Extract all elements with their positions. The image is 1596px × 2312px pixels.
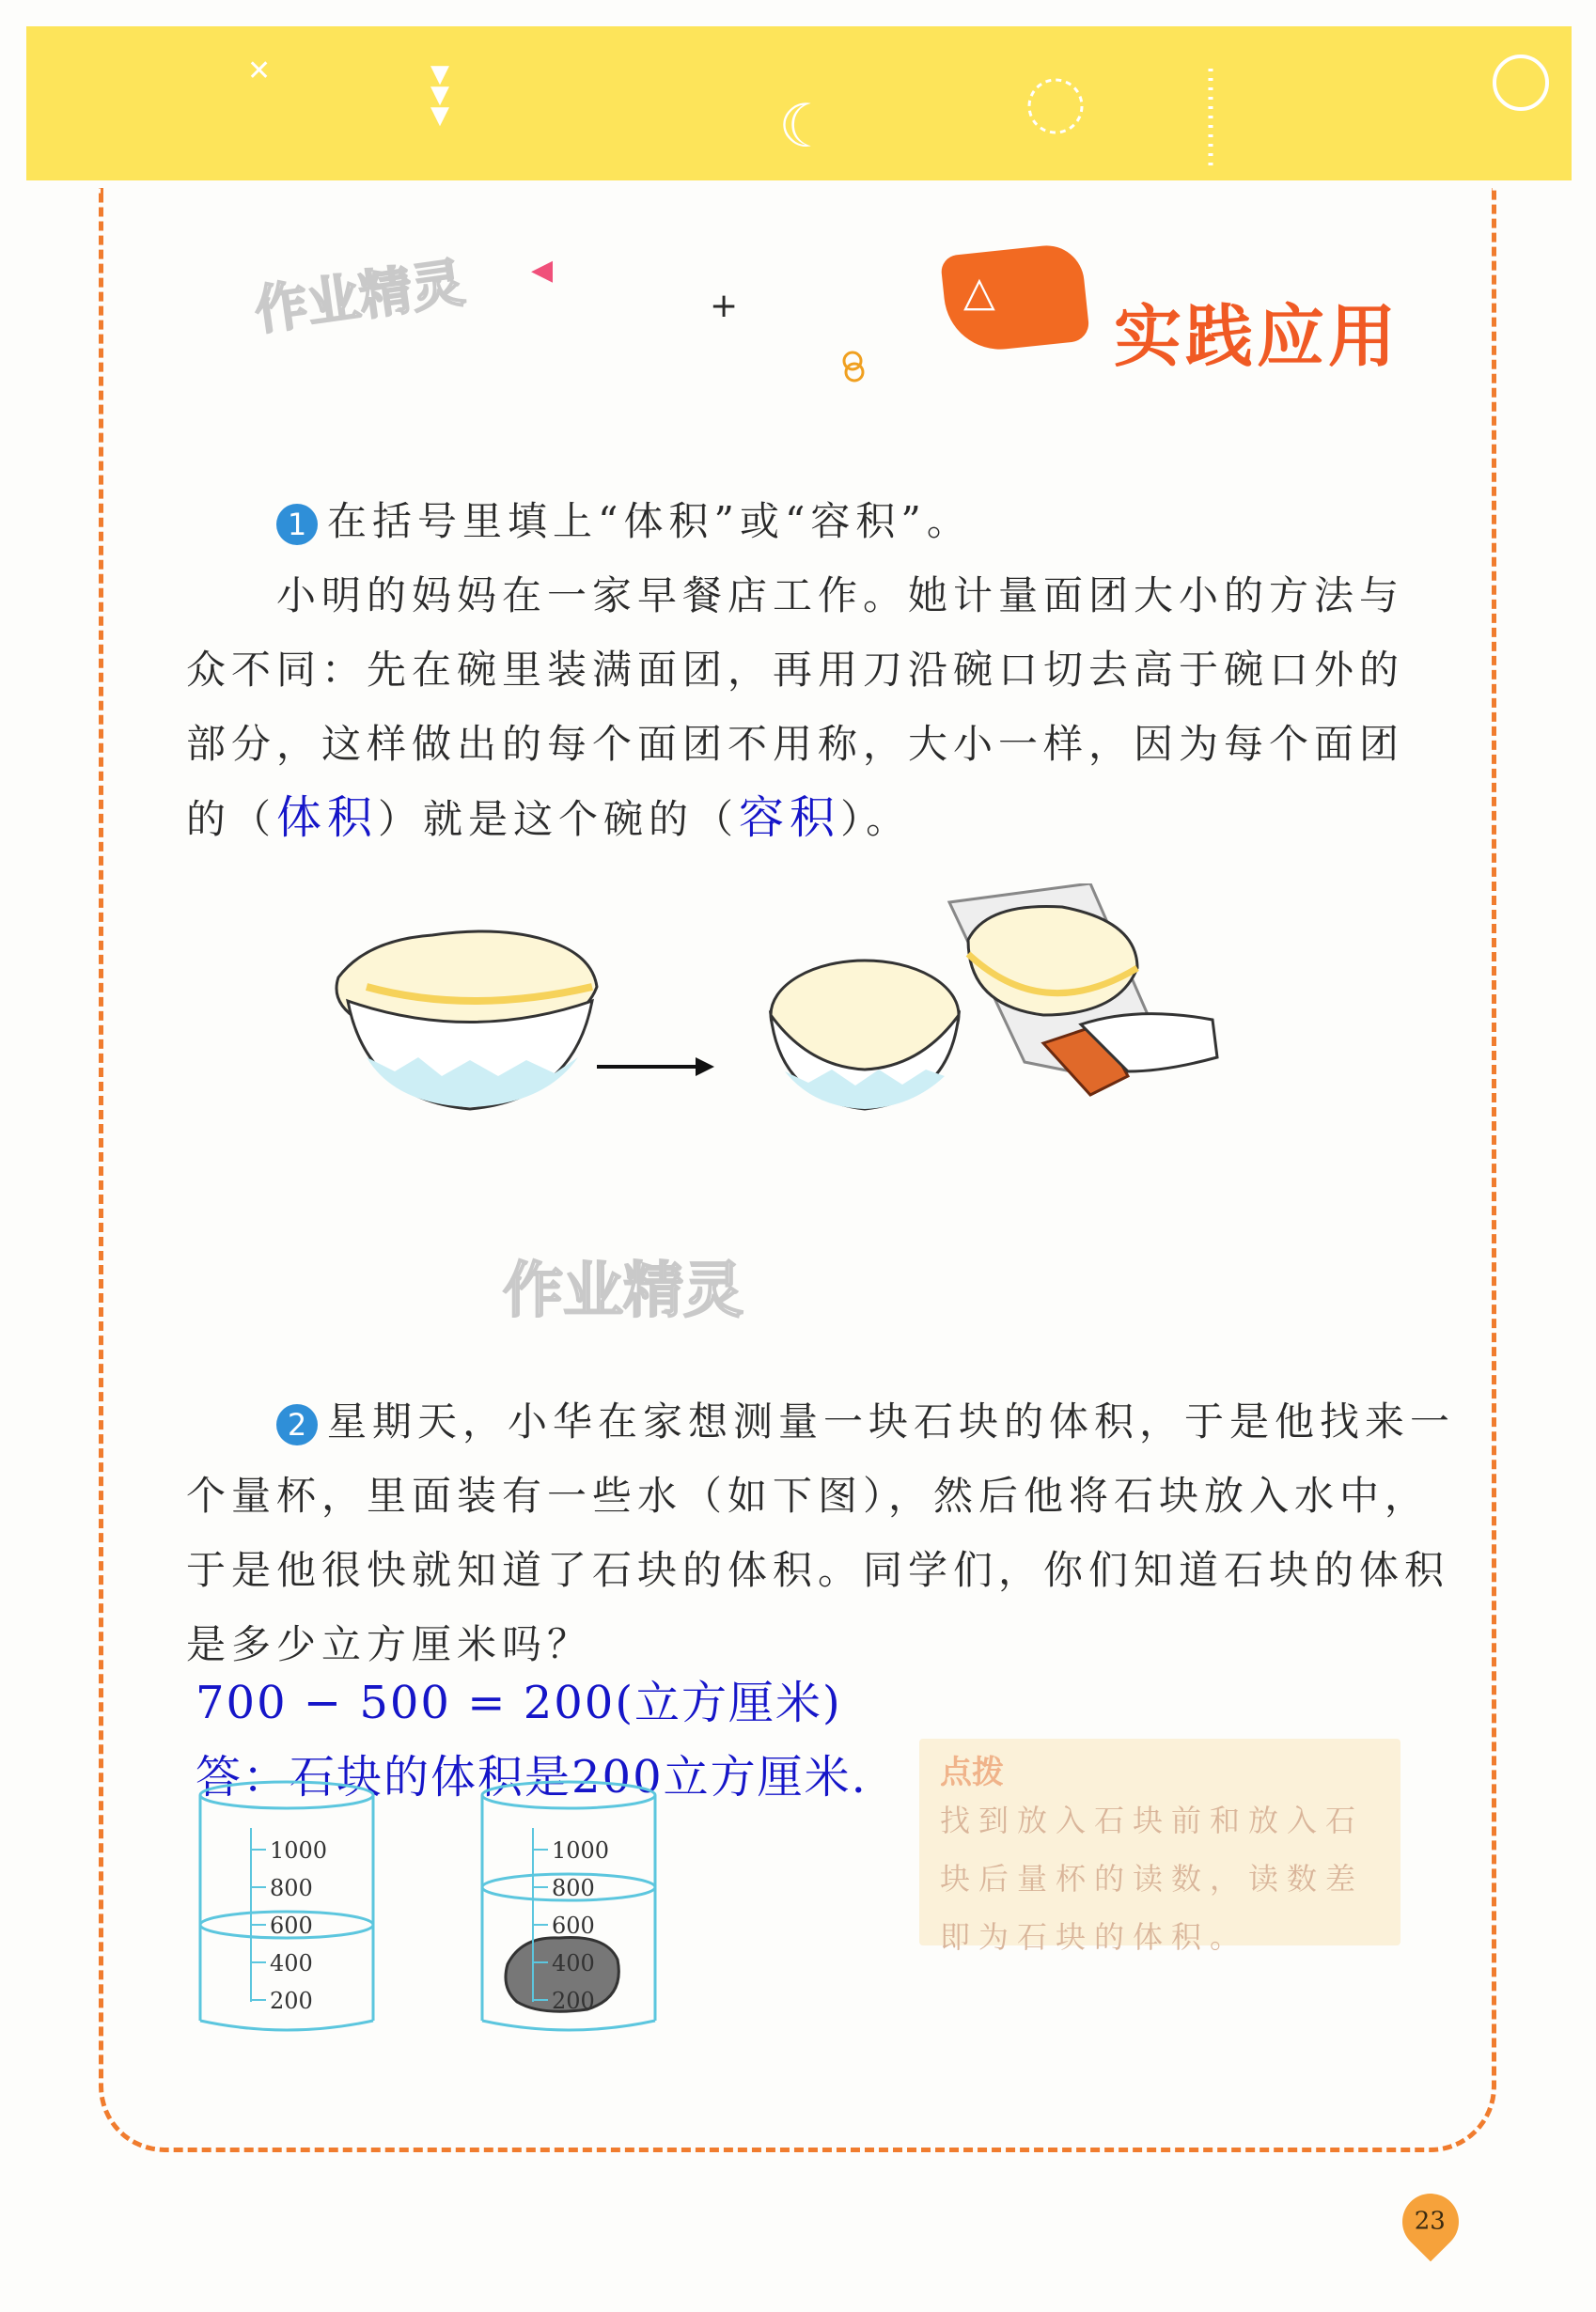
triangles-icon: ▼ ▼ ▼ [430, 60, 449, 130]
problem-2-line-1 [186, 1384, 1456, 1459]
spatula-icon [949, 883, 1217, 1095]
moon-icon: ☾ [778, 92, 833, 162]
problem-2-line-2: 个量杯，里面装有一些水（如下图），然后他将石块放入水中， [186, 1473, 1431, 1519]
problem-1-line-4-mid: ）就是这个碗的（ [378, 796, 740, 842]
top-banner [26, 26, 1572, 180]
problem-2-line-3: 于是他很快就知道了石块的体积。同学们，你们知道石块的体积 [186, 1547, 1450, 1593]
ring-icon [1488, 50, 1554, 116]
beaker-before-label: 400 [270, 1950, 313, 1976]
problem-1-line-4-start: 的（ [186, 796, 277, 842]
beaker-after-label: 1000 [552, 1837, 610, 1864]
beaker-before-scale [251, 1837, 327, 2014]
problem-2-number: 2 [276, 1404, 318, 1445]
beaker-before-label: 600 [270, 1913, 313, 1939]
problem-2 [186, 1384, 1456, 1681]
problem-1-line-3: 部分，这样做出的每个面团不用称，大小一样，因为每个面团 [186, 721, 1405, 767]
tip-title: 点拨 [940, 1754, 1004, 1791]
beaker-after-label: 400 [552, 1950, 595, 1976]
beaker-before-label: 800 [270, 1875, 313, 1901]
beaker-before-label: 1000 [270, 1837, 328, 1864]
beaker-after [465, 1776, 672, 2039]
bowl-leveled-icon [771, 961, 959, 1109]
problem-1-line-4-end: ）。 [840, 796, 912, 842]
rings-deco-icon [839, 348, 868, 385]
bowl-full-icon [336, 931, 597, 1109]
page-number-badge [1391, 2182, 1471, 2262]
circle-icon [1023, 73, 1088, 139]
page-number: 23 [1414, 2207, 1446, 2236]
arrow-right-icon [597, 1057, 714, 1076]
problem-1-prompt: 在括号里填上“体积”或“容积”。 [327, 498, 972, 544]
watermark-middle: 作业精灵 [503, 1257, 743, 1326]
bowl-illustration [310, 883, 1297, 1137]
answer-capacity: 容积 [739, 791, 841, 844]
beaker-after-label: 800 [552, 1875, 595, 1901]
tip-text: 找到放入石块前和放入石块后量杯的读数，读数差即为石块的体积。 [940, 1803, 1365, 1955]
beaker-before-label: 200 [270, 1988, 313, 2014]
problem-1-line-1: 小明的妈妈在一家早餐店工作。她计量面团大小的方法与 [276, 572, 1405, 618]
tip-box [919, 1739, 1400, 1955]
problem-1 [186, 484, 1417, 856]
beaker-after-label: 200 [552, 1988, 595, 2014]
answer-volume: 体积 [276, 791, 379, 844]
problem-1-number: 1 [276, 504, 318, 545]
answer-calculation: 700 − 500 = 200(立方厘米) [196, 1677, 842, 1729]
triangle-deco-icon: ◀ [531, 254, 554, 287]
watermark-top: 作业精灵 [251, 252, 469, 343]
answer-statement: 答：石块的体积是200立方厘米. [196, 1751, 868, 1804]
dots-column-icon [1201, 69, 1220, 172]
section-title: 实践应用 [1114, 297, 1400, 376]
warning-triangle-icon: △ [963, 268, 995, 316]
beaker-after-label: 600 [552, 1913, 595, 1939]
problem-2-line-1-text: 星期天，小华在家想测量一块石块的体积，于是他找来一 [327, 1398, 1456, 1445]
beaker-before [183, 1776, 390, 2039]
problem-2-line-4: 是多少立方厘米吗？ [186, 1621, 593, 1667]
problem-1-line-2: 众不同：先在碗里装满面团，再用刀沿碗口切去高于碗口外的 [186, 647, 1405, 693]
cross-icon: ✕ [247, 55, 272, 87]
problem-1-line-4 [186, 781, 1417, 856]
problem-1-prompt-line [186, 484, 1417, 558]
plus-deco-icon: + [710, 287, 739, 325]
